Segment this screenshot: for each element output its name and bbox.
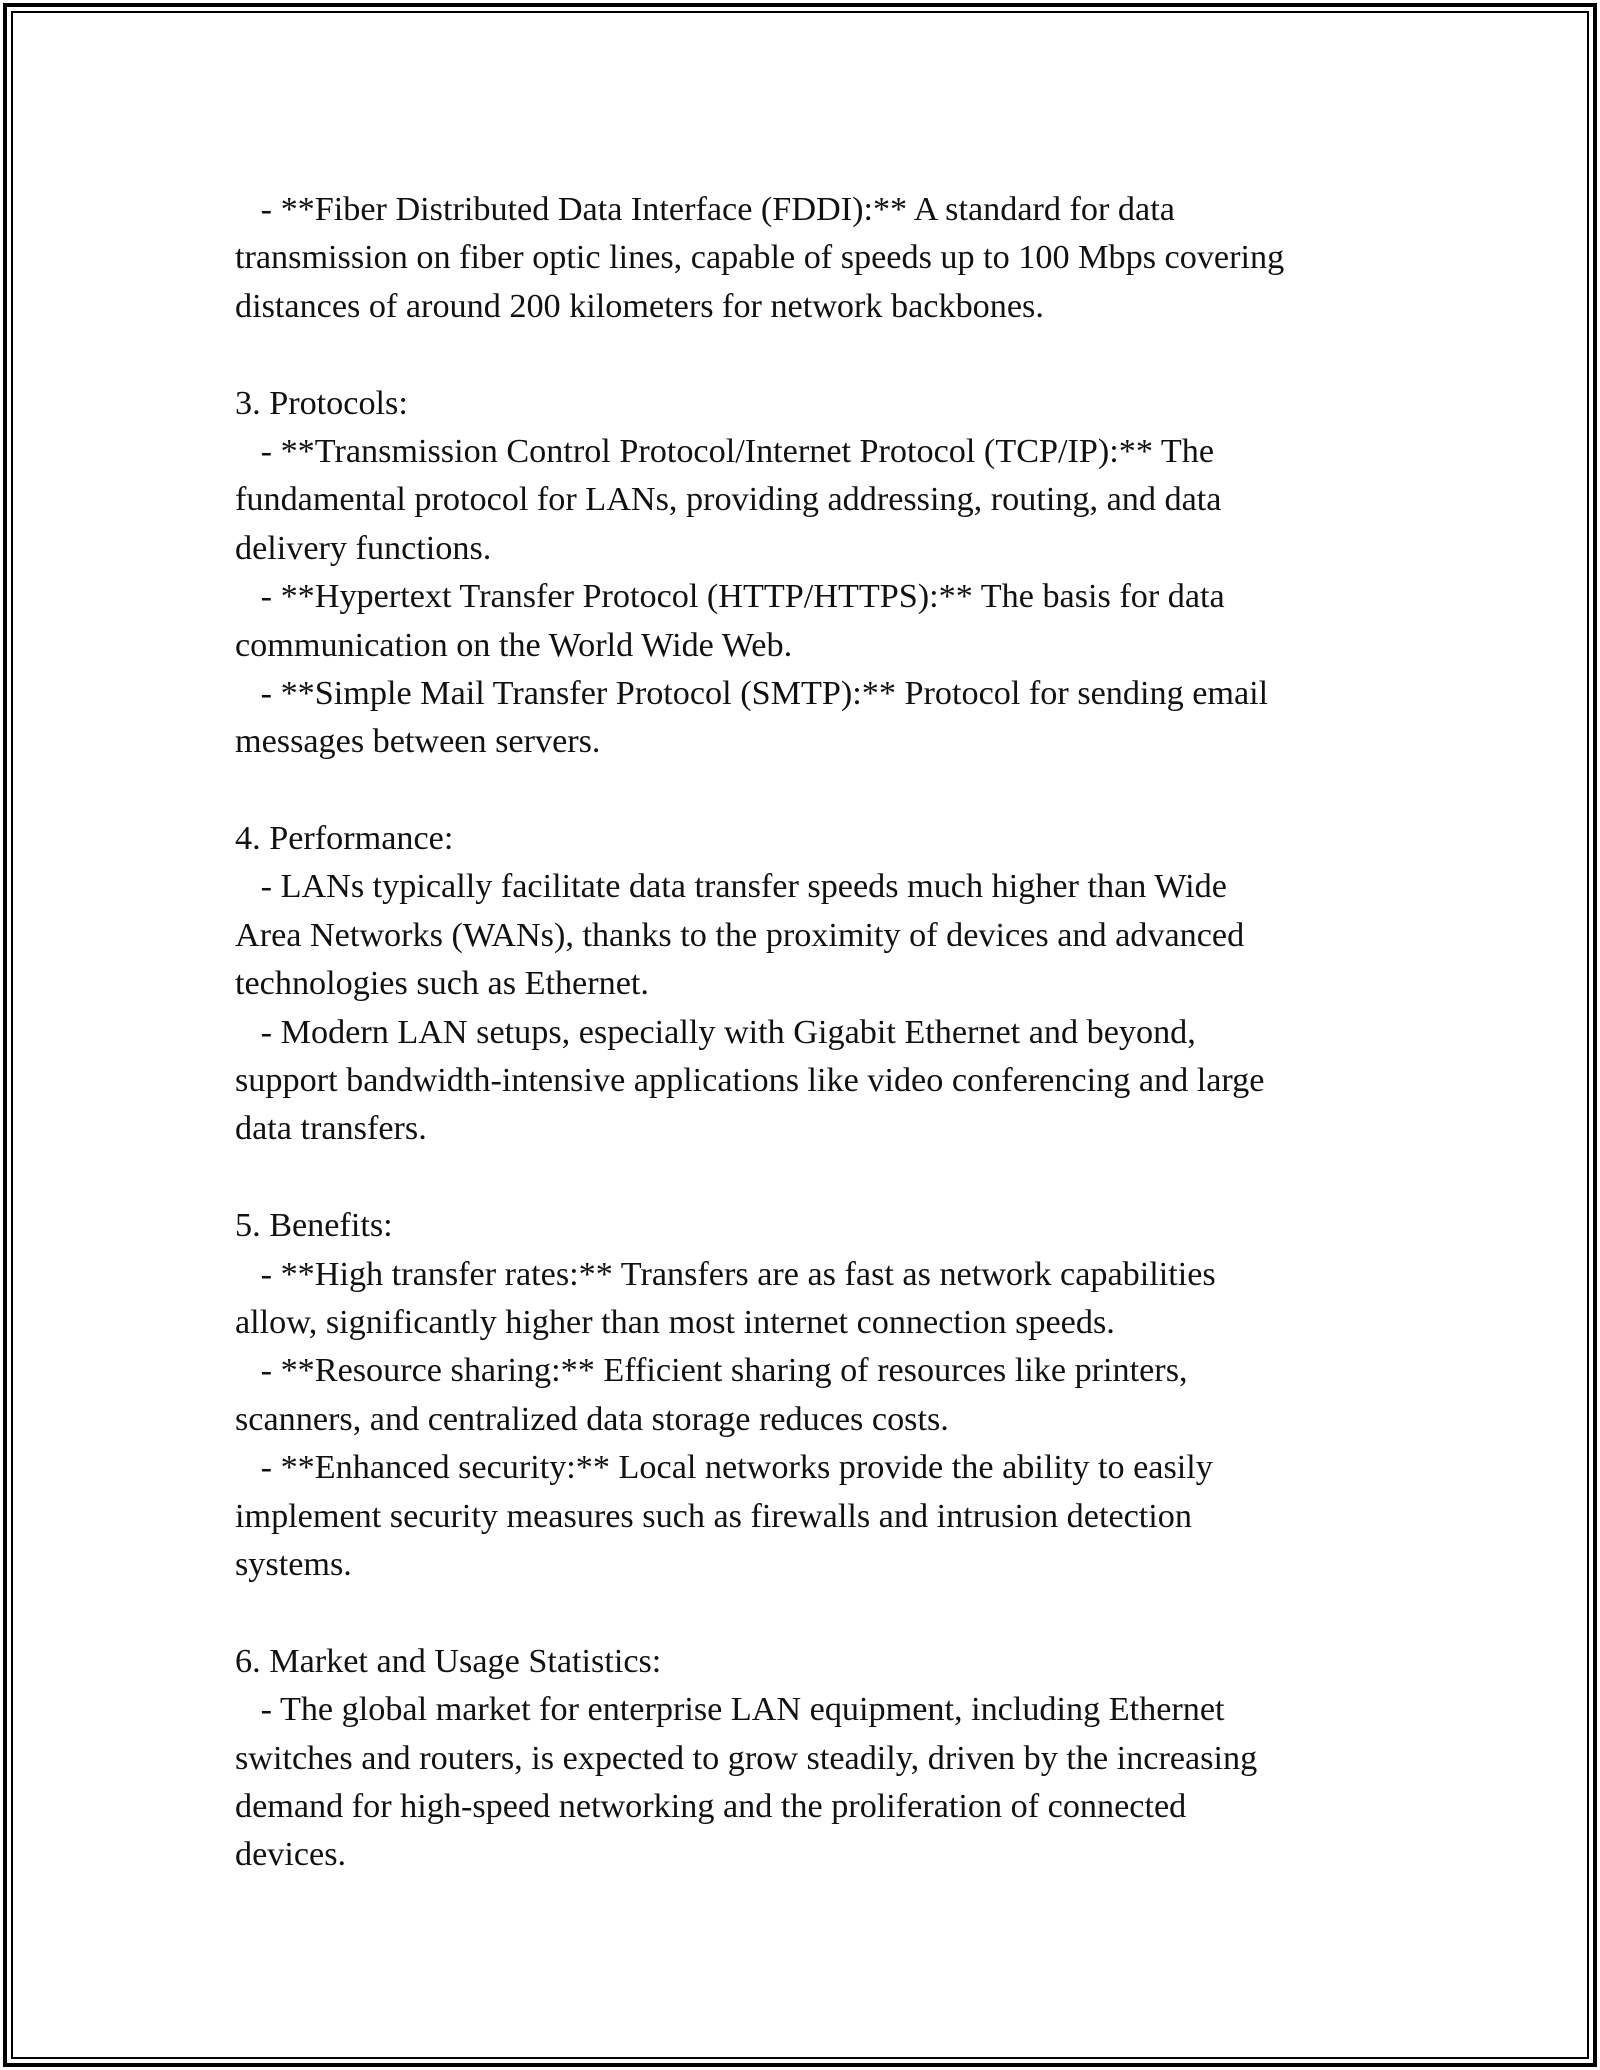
benefits-line-3: - **Resource sharing:** Efficient sharing of resources like printers,: [235, 1352, 1188, 1390]
performance-line-4: - Modern LAN setups, especially with Gigabit Ethernet and beyond,: [235, 1013, 1196, 1051]
benefits-line-4: scanners, and centralized data storage reduces costs.: [235, 1400, 949, 1438]
market-line-4: devices.: [235, 1836, 347, 1874]
section-heading-market: 6. Market and Usage Statistics:: [235, 1642, 662, 1680]
http-line-1: - **Hypertext Transfer Protocol (HTTP/HTTPS):** The basis for data: [235, 578, 1225, 616]
benefits-line-1: - **High transfer rates:** Transfers are as fast as network capabilities: [235, 1255, 1216, 1293]
market-line-1: - The global market for enterprise LAN equipment, including Ethernet: [235, 1691, 1225, 1729]
performance-line-2: Area Networks (WANs), thanks to the proximity of devices and advanced: [235, 916, 1245, 954]
performance-line-1: - LANs typically facilitate data transfer speeds much higher than Wide: [235, 868, 1227, 906]
smtp-line-2: messages between servers.: [235, 723, 601, 761]
benefits-line-5: - **Enhanced security:** Local networks provide the ability to easily: [235, 1449, 1213, 1487]
tcpip-line-1: - **Transmission Control Protocol/Internet Protocol (TCP/IP):** The: [235, 432, 1215, 470]
performance-line-5: support bandwidth-intensive applications like video conferencing and large: [235, 1062, 1265, 1100]
section-heading-protocols: 3. Protocols:: [235, 384, 408, 422]
benefits-line-7: systems.: [235, 1545, 352, 1583]
section-heading-performance: 4. Performance:: [235, 820, 454, 858]
http-line-2: communication on the World Wide Web.: [235, 626, 793, 664]
benefits-line-6: implement security measures such as firewalls and intrusion detection: [235, 1497, 1192, 1535]
market-line-3: demand for high-speed networking and the proliferation of connected: [235, 1787, 1187, 1825]
fddi-line-2: transmission on fiber optic lines, capable of speeds up to 100 Mbps covering: [235, 239, 1285, 277]
spacer: [235, 331, 1395, 379]
spacer: [235, 1589, 1395, 1637]
benefits-line-2: allow, significantly higher than most internet connection speeds.: [235, 1303, 1115, 1341]
market-line-2: switches and routers, is expected to grow steadily, driven by the increasing: [235, 1739, 1258, 1777]
fddi-line-3: distances of around 200 kilometers for network backbones.: [235, 287, 1044, 325]
section-heading-benefits: 5. Benefits:: [235, 1207, 393, 1245]
performance-line-6: data transfers.: [235, 1110, 427, 1148]
tcpip-line-3: delivery functions.: [235, 529, 492, 567]
document-body: [235, 186, 1395, 1880]
smtp-line-1: - **Simple Mail Transfer Protocol (SMTP):** Protocol for sending email: [235, 674, 1269, 712]
tcpip-line-2: fundamental protocol for LANs, providing addressing, routing, and data: [235, 481, 1222, 519]
spacer: [235, 767, 1395, 815]
performance-line-3: technologies such as Ethernet.: [235, 965, 649, 1003]
fddi-line-1: - **Fiber Distributed Data Interface (FDDI):** A standard for data: [235, 191, 1175, 228]
spacer: [235, 1154, 1395, 1202]
